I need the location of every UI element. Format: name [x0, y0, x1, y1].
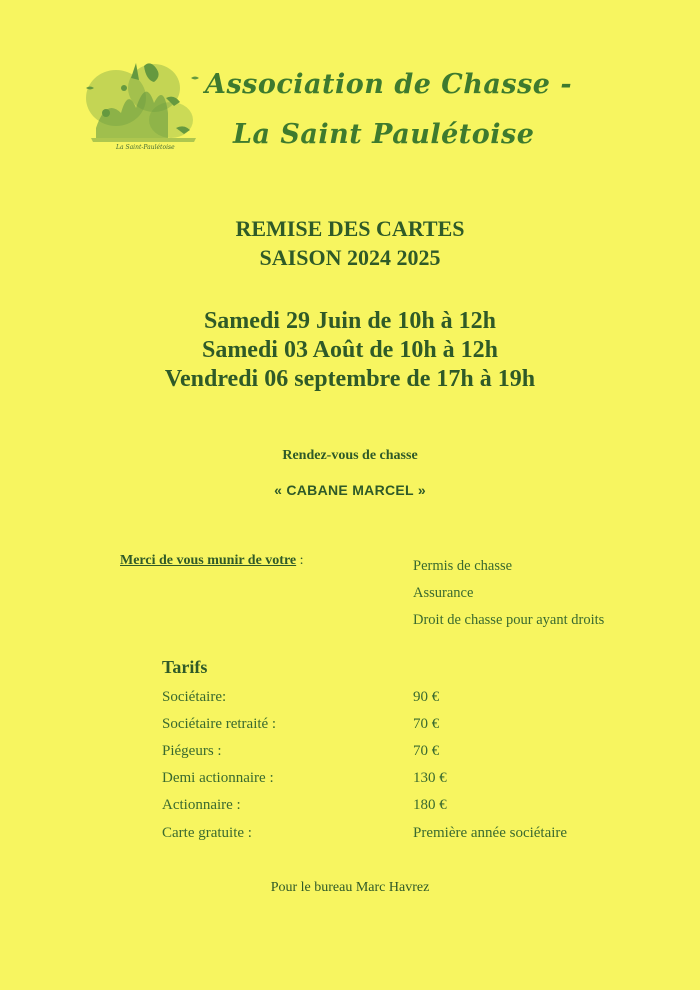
documents-intro-colon: : — [296, 553, 304, 568]
tarif-value: 70 € — [413, 743, 440, 759]
date-line: Samedi 03 Août de 10h à 12h — [201, 337, 499, 363]
tarif-value: 90 € — [413, 689, 440, 705]
tarif-row — [162, 797, 642, 824]
distribution-dates — [0, 307, 700, 394]
date-line: Vendredi 06 septembre de 17h à 19h — [164, 366, 536, 392]
tarif-value: 130 € — [413, 770, 447, 786]
meeting-place: « CABANE MARCEL » — [274, 482, 426, 498]
meeting-label: Rendez-vous de chasse — [282, 448, 418, 463]
title-line-1: Association de Chasse - — [205, 69, 573, 100]
tarif-label: Actionnaire : — [162, 797, 241, 813]
announcement-heading — [0, 214, 700, 272]
tarif-row — [162, 743, 642, 770]
list-item: Permis de chasse — [413, 558, 513, 574]
tarif-value: 70 € — [413, 716, 440, 732]
title-line-2: La Saint Paulétoise — [233, 119, 535, 150]
tarif-label: Sociétaire retraité : — [162, 716, 277, 732]
tarif-label: Piégeurs : — [162, 743, 222, 759]
tarif-label: Carte gratuite : — [162, 825, 252, 841]
tarif-row — [162, 770, 642, 797]
tarif-value: 180 € — [413, 797, 447, 813]
announcement-line-2: SAISON 2024 2025 — [259, 245, 441, 270]
logo-caption: La Saint-Paulétoise — [116, 144, 175, 151]
announcement-line-1: REMISE DES CARTES — [235, 216, 465, 241]
tarifs-heading: Tarifs — [162, 657, 208, 677]
date-line: Samedi 29 Juin de 10h à 12h — [203, 308, 497, 334]
documents-intro-text: Merci de vous munir de votre — [120, 553, 297, 568]
signature: Pour le bureau Marc Havrez — [270, 880, 430, 895]
documents-intro — [120, 553, 304, 569]
tarif-value: Première année sociétaire — [413, 825, 568, 841]
tarif-row — [162, 825, 642, 852]
tarif-row — [162, 689, 642, 716]
hunting-scene-icon — [76, 58, 204, 158]
tarif-label: Sociétaire: — [162, 689, 227, 705]
list-item: Assurance — [413, 585, 474, 601]
tarif-label: Demi actionnaire : — [162, 770, 274, 786]
documents-list — [413, 553, 604, 634]
association-title — [205, 60, 675, 160]
tarif-row — [162, 716, 642, 743]
association-logo — [76, 58, 204, 158]
list-item: Droit de chasse pour ayant droits — [413, 612, 605, 628]
